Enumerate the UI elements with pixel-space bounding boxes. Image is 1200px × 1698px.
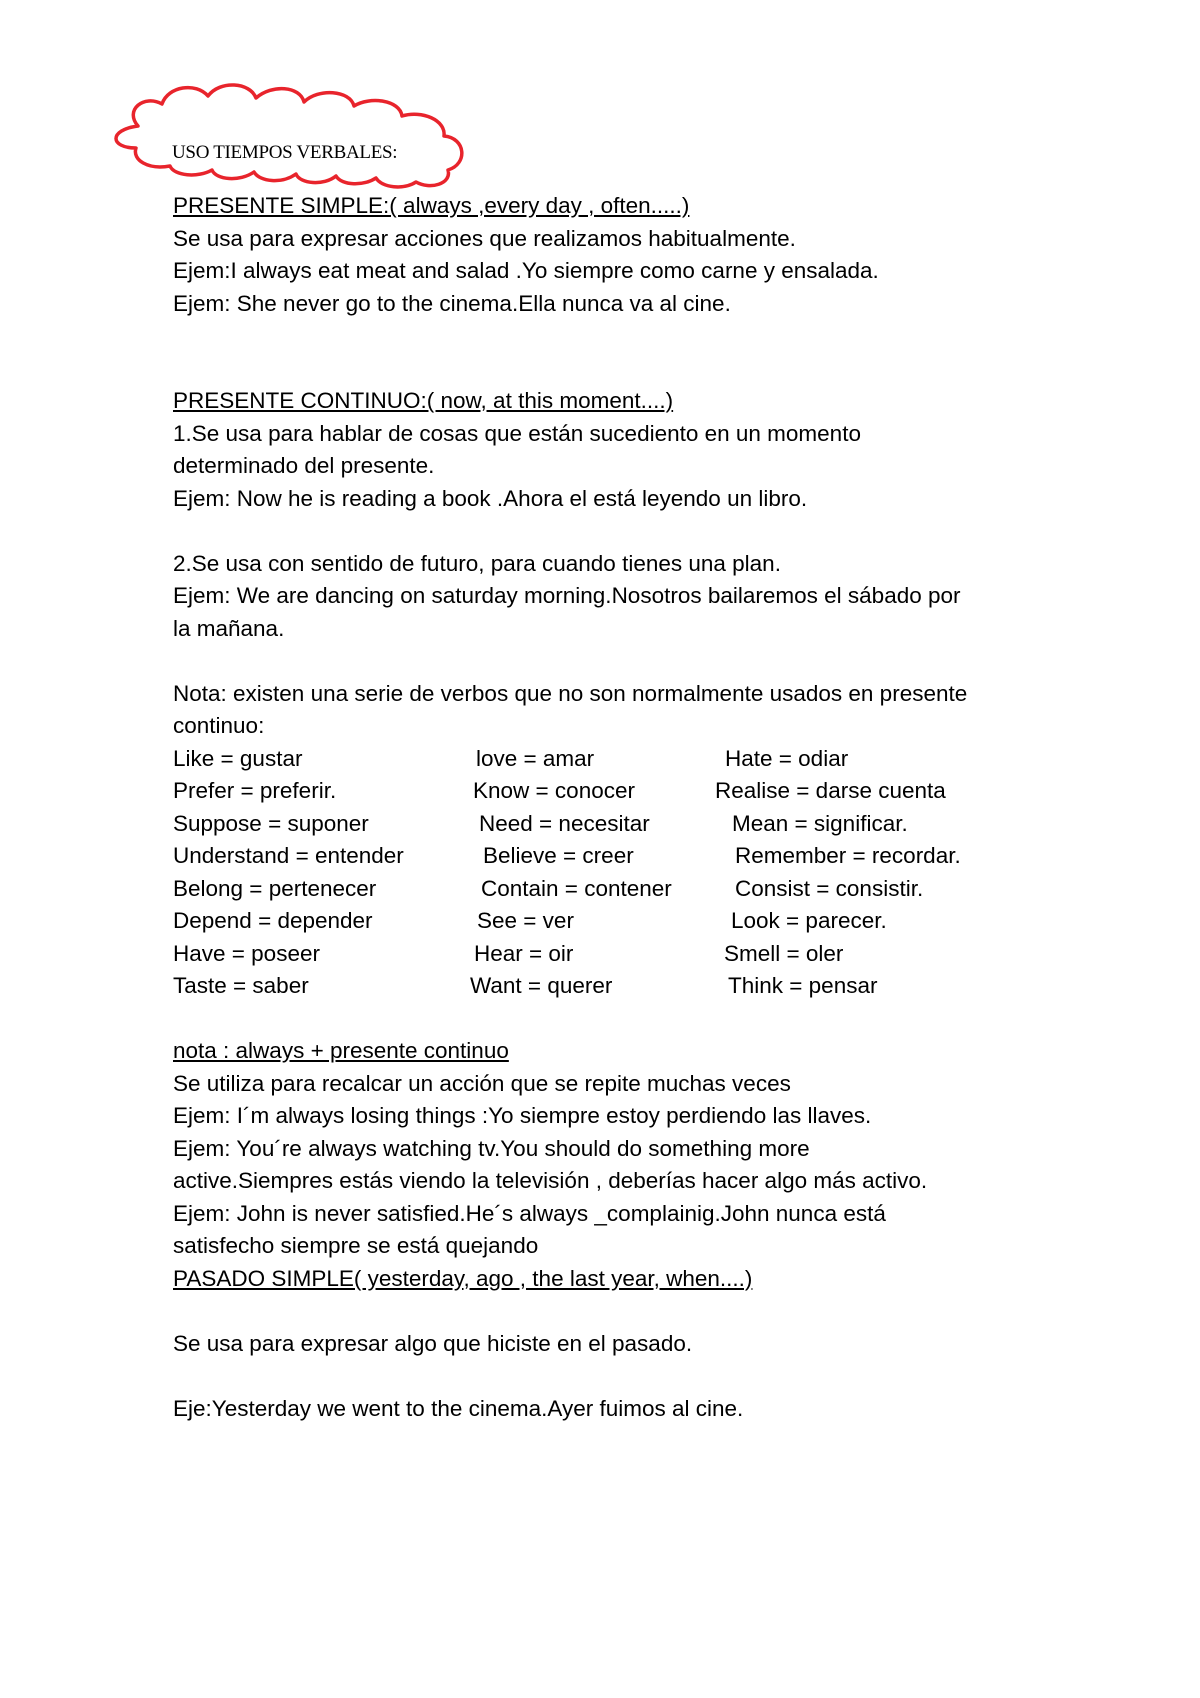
section-heading-nota-always: nota : always + presente continuo	[173, 1038, 509, 1063]
spacer	[173, 1003, 1053, 1036]
cloud-title: USO TIEMPOS VERBALES:	[172, 142, 398, 163]
verb-entry: Depend = depender	[173, 908, 373, 933]
section-heading-presente-continuo: PRESENTE CONTINUO:( now, at this moment....)	[173, 388, 674, 413]
verb-entry: love = amar	[476, 745, 595, 771]
spacer	[173, 1360, 1053, 1393]
document-body	[173, 190, 1053, 1425]
text-line: Se usa para expresar algo que hiciste en el pasado.	[173, 1330, 693, 1356]
text-line: Ejem: You´re always watching tv.You should do something more	[173, 1135, 810, 1161]
text-line: Ejem:I always eat meat and salad .Yo siempre como carne y ensalada.	[173, 258, 879, 283]
text-line: la mañana.	[173, 615, 285, 641]
spacer	[173, 515, 1053, 548]
verb-row	[173, 775, 1053, 808]
text-line: Se utiliza para recalcar un acción que se repite muchas veces	[173, 1070, 791, 1096]
verb-list	[173, 743, 1053, 1003]
text-line: Eje:Yesterday we went to the cinema.Ayer fuimos al cine.	[173, 1395, 744, 1421]
text-line: continuo:	[173, 713, 265, 738]
verb-row	[173, 743, 1053, 776]
text-line: Ejem: She never go to the cinema.Ella nunca va al cine.	[173, 290, 731, 316]
verb-row	[173, 970, 1053, 1003]
verb-entry: Contain = contener	[481, 875, 672, 901]
verb-entry: Remember = recordar.	[735, 843, 961, 868]
verb-entry: Look = parecer.	[731, 908, 887, 933]
verb-entry: Like = gustar	[173, 745, 303, 771]
verb-row	[173, 905, 1053, 938]
verb-entry: Think = pensar	[728, 973, 878, 998]
section-heading-pasado-simple: PASADO SIMPLE( yesterday, ago , the last year, when....)	[173, 1265, 753, 1291]
verb-entry: Believe = creer	[483, 843, 634, 868]
spacer	[173, 1295, 1053, 1328]
verb-entry: Consist = consistir.	[735, 875, 924, 901]
section-heading-presente-simple: PRESENTE SIMPLE:( always ,every day , often.....)	[173, 193, 690, 218]
verb-row	[173, 873, 1053, 906]
verb-entry: Want = querer	[470, 973, 613, 998]
text-line: Ejem: John is never satisfied.He´s always _complainig.John nunca está	[173, 1200, 886, 1226]
text-line: Ejem: We are dancing on saturday morning.Nosotros bailaremos el sábado por	[173, 583, 961, 608]
verb-entry: Understand = entender	[173, 843, 404, 868]
verb-entry: Know = conocer	[473, 778, 635, 803]
verb-entry: Hate = odiar	[725, 745, 849, 771]
spacer	[173, 320, 1053, 385]
verb-entry: Have = poseer	[173, 940, 320, 966]
verb-row	[173, 938, 1053, 971]
text-line: 2.Se usa con sentido de futuro, para cuando tienes una plan.	[173, 550, 781, 576]
text-line: satisfecho siempre se está quejando	[173, 1233, 539, 1258]
verb-row	[173, 808, 1053, 841]
verb-entry: Suppose = suponer	[173, 810, 369, 836]
text-line: Se usa para expresar acciones que realizamos habitualmente.	[173, 225, 796, 251]
spacer	[173, 645, 1053, 678]
text-line: 1.Se usa para hablar de cosas que están sucediento en un momento	[173, 420, 861, 446]
text-line: active.Siempres estás viendo la televisión , deberías hacer algo más activo.	[173, 1168, 928, 1193]
verb-entry: Taste = saber	[173, 973, 309, 998]
verb-row	[173, 840, 1053, 873]
verb-entry: See = ver	[477, 908, 574, 933]
verb-entry: Need = necesitar	[479, 810, 650, 836]
verb-entry: Smell = oler	[724, 940, 844, 966]
text-line: Ejem: I´m always losing things :Yo siempre estoy perdiendo las llaves.	[173, 1103, 872, 1128]
verb-entry: Belong = pertenecer	[173, 875, 377, 901]
verb-entry: Realise = darse cuenta	[715, 778, 946, 803]
text-line: Nota: existen una serie de verbos que no son normalmente usados en presente	[173, 680, 968, 706]
verb-entry: Prefer = preferir.	[173, 778, 337, 803]
cloud-callout-shape	[104, 76, 496, 190]
text-line: determinado del presente.	[173, 453, 435, 478]
text-line: Ejem: Now he is reading a book .Ahora el está leyendo un libro.	[173, 485, 808, 511]
verb-entry: Mean = significar.	[732, 810, 908, 836]
verb-entry: Hear = oir	[474, 940, 574, 966]
